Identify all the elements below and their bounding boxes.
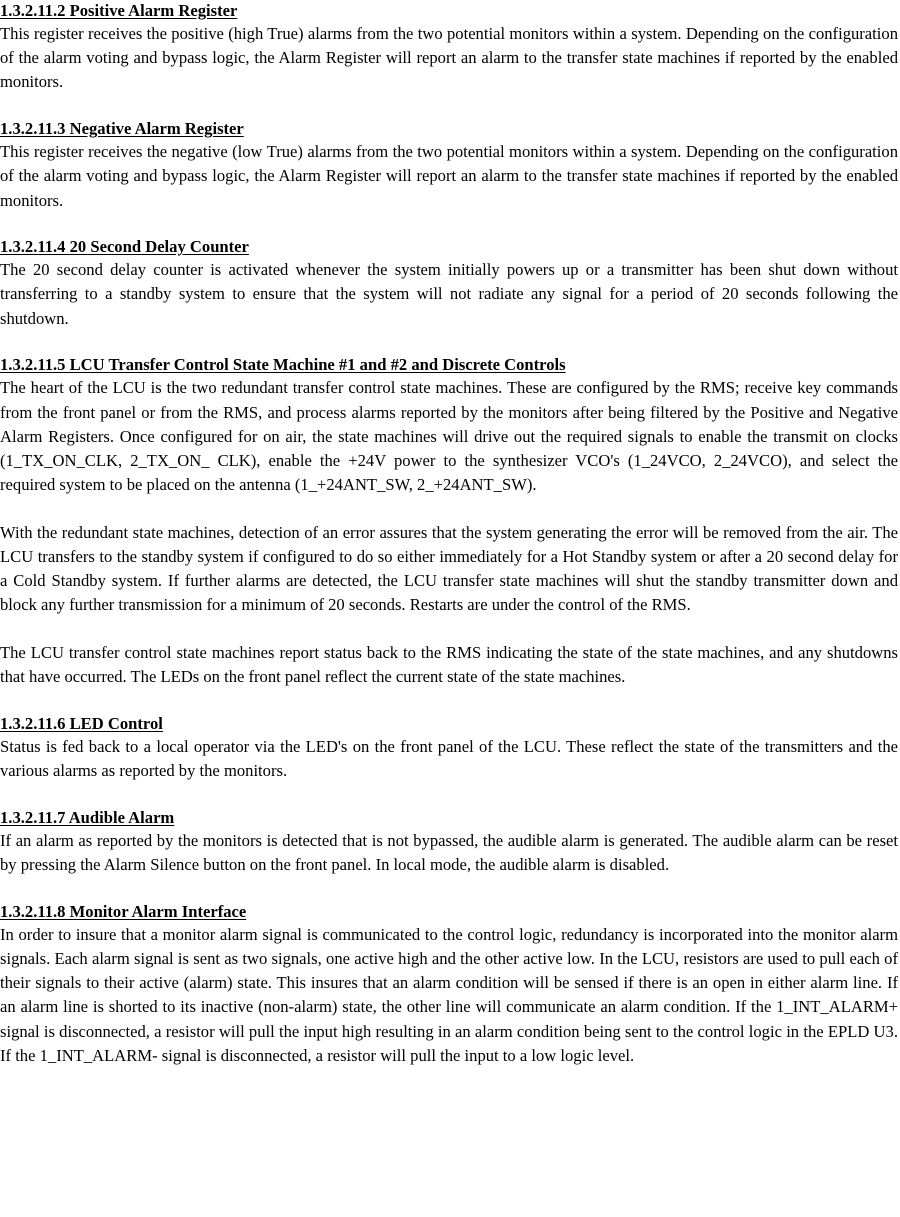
section-paragraph: This register receives the positive (high True) alarms from the two potential monitors within a system. Depending on the configuration of the alarm voting and bypass logic, the Alarm Register will report an alarm to the transfer state machines if reported by the enabled monitors. [0,24,898,92]
section-heading: 1.3.2.11.5 LCU Transfer Control State Machine #1 and #2 and Discrete Controls [0,355,566,375]
section-lcu-transfer-control [0,354,898,689]
section-led-control [0,713,898,783]
section-positive-alarm-register [0,0,898,95]
section-paragraph: In order to insure that a monitor alarm signal is communicated to the control logic, redundancy is incorporated into the monitor alarm signals. Each alarm signal is sent as two signals, one active high and the other active low. In the LCU, resistors are used to pull each of their signals to their active (alarm) state. This insures that an alarm condition will be sensed if there is an open in either alarm line. If an alarm line is shorted to its inactive (non-alarm) state, the other line will communicate an alarm condition. If the 1_INT_ALARM+ signal is disconnected, a resistor will pull the input high resulting in an alarm condition being sent to the control logic in the EPLD U3. If the 1_INT_ALARM- signal is disconnected, a resistor will pull the input to a low logic level. [0,924,898,1065]
section-paragraph: The heart of the LCU is the two redundant transfer control state machines. These are configured by the RMS; receive key commands from the front panel or from the RMS, and process alarms reported by the monitors after being filtered by the Positive and Negative Alarm Registers. Once configured for on air, the state machines will drive out the required signals to enable the transmit on clocks (1_TX_ON_CLK, 2_TX_ON_ CLK), enable the +24V power to the synthesizer VCO's (1_24VCO, 2_24VCO), and select the required system to be placed on the antenna (1_+24ANT_SW, 2_+24ANT_SW). [0,378,898,495]
section-heading: 1.3.2.11.7 Audible Alarm [0,807,175,827]
section-paragraph: The 20 second delay counter is activated whenever the system initially powers up or a transmitter has been shut down without transferring to a standby system to ensure that the system will not radiate any signal for a period of 20 seconds following the shutdown. [0,260,898,328]
section-heading: 1.3.2.11.8 Monitor Alarm Interface [0,901,247,921]
section-paragraph: Status is fed back to a local operator via the LED's on the front panel of the LCU. These reflect the state of the transmitters and the various alarms as reported by the monitors. [0,737,898,781]
section-monitor-alarm-interface [0,901,898,1068]
section-paragraph: This register receives the negative (low True) alarms from the two potential monitors within a system. Depending on the configuration of the alarm voting and bypass logic, the Alarm Register will report an alarm to the transfer state machines if reported by the enabled monitors. [0,142,898,210]
section-paragraph: With the redundant state machines, detection of an error assures that the system generating the error will be removed from the air. The LCU transfers to the standby system if configured to do so either immediately for a Hot Standby system or after a 20 second delay for a Cold Standby system. If further alarms are detected, the LCU transfer state machines will shut the standby transmitter down and block any further transmission for a minimum of 20 seconds. Restarts are under the control of the RMS. [0,522,898,615]
section-heading: 1.3.2.11.6 LED Control [0,714,163,734]
section-heading: 1.3.2.11.4 20 Second Delay Counter [0,237,249,257]
section-heading: 1.3.2.11.2 Positive Alarm Register [0,1,238,20]
section-negative-alarm-register [0,118,898,213]
section-paragraph: The LCU transfer control state machines report status back to the RMS indicating the state of the state machines, and any shutdowns that have occurred. The LEDs on the front panel reflect the current state of the state machines. [0,643,898,687]
section-heading: 1.3.2.11.3 Negative Alarm Register [0,119,244,139]
section-paragraph: If an alarm as reported by the monitors is detected that is not bypassed, the audible alarm is generated. The audible alarm can be reset by pressing the Alarm Silence button on the front panel. In local mode, the audible alarm is disabled. [0,830,898,875]
section-20-second-delay-counter [0,236,898,331]
section-audible-alarm [0,807,898,877]
